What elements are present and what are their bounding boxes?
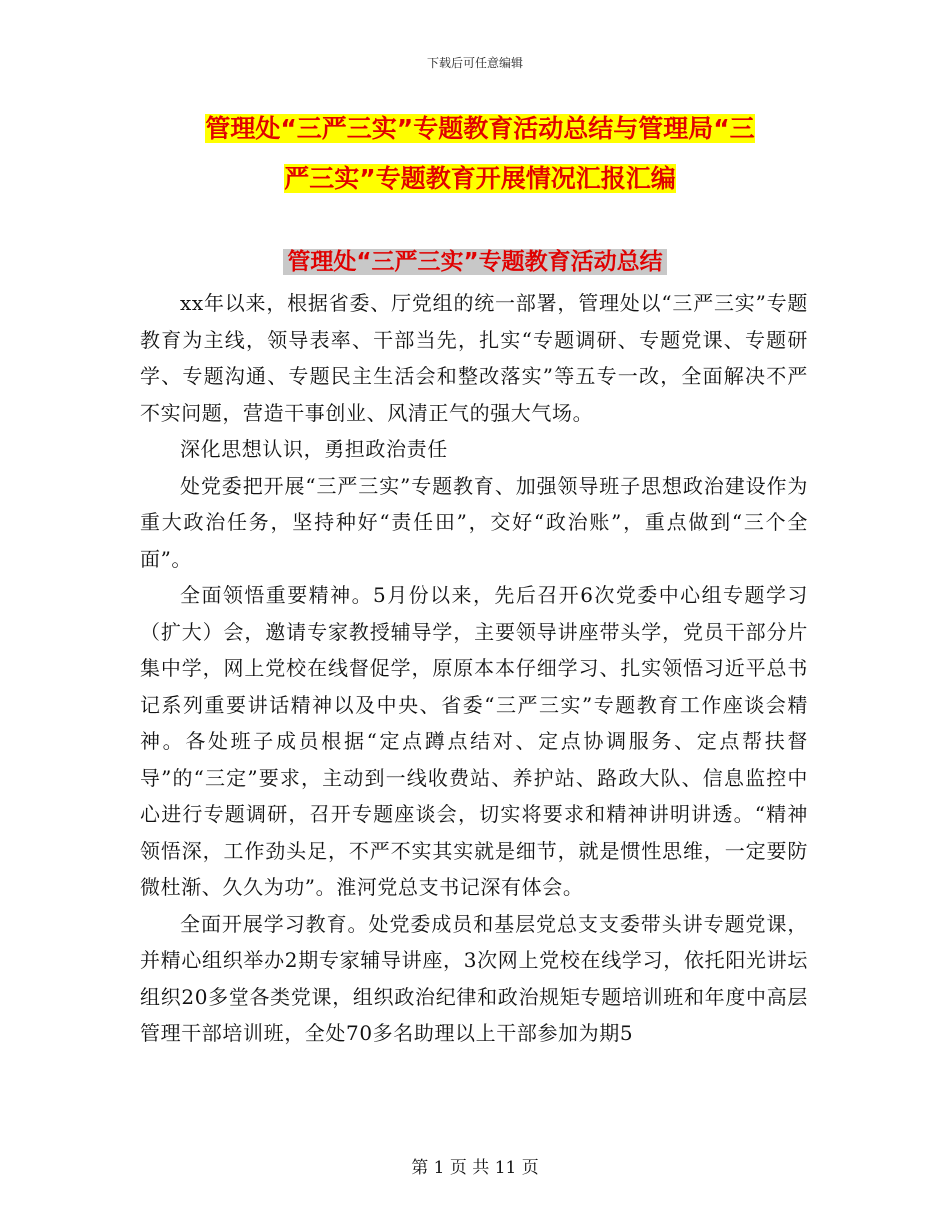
paragraph-subheading: 深化思想认识，勇担政治责任 (180, 437, 448, 461)
title-line-1: 管理处“三严三实”专题教育活动总结与管理局“三 (205, 114, 755, 143)
paragraph: 全面开展学习教育。处党委成员和基层党总支支委带头讲专题党课，并精心组织举办2期专家辅导讲座，3次网上党校在线学习，依托阳光讲坛组织20多堂各类党课，组织政治纪律和政治规矩专题培训班和年度中高层管理干部培训班，全处70多名助理以上干部参加为期5 (140, 911, 808, 1045)
document-title (140, 104, 820, 204)
page-footer: 第 1 页 共 11 页 (411, 1158, 539, 1178)
paragraph: 全面领悟重要精神。5月份以来，先后召开6次党委中心组专题学习（扩大）会，邀请专家教授辅导学，主要领导讲座带头学，党员干部分片集中学，网上党校在线督促学，原原本本仔细学习、扎实领悟习近平总书记系列重要讲话精神以及中央、省委“三严三实”专题教育工作座谈会精神。各处班子成员根据“定点蹲点结对、定点协调服务、定点帮扶督导”的“三定”要求，主动到一线收费站、养护站、路政大队、信息监控中心进行专题调研，召开专题座谈会，切实将要求和精神讲明讲透。“精神领悟深，工作劲头足，不严不实其实就是细节，就是惯性思维，一定要防微杜渐、久久为功”。淮河党总支书记深有体会。 (140, 583, 808, 899)
paragraph: xx年以来，根据省委、厅党组的统一部署，管理处以“三严三实”专题教育为主线，领导表率、干部当先，扎实“专题调研、专题党课、专题研学、专题沟通、专题民主生活会和整改落实”等五专一改，全面解决不严不实问题，营造干事创业、风清正气的强大气场。 (140, 291, 808, 425)
section-title-text: 管理处“三严三实”专题教育活动总结 (283, 249, 666, 275)
header-note: 下载后可任意编辑 (426, 56, 523, 70)
paragraph: 处党委把开展“三严三实”专题教育、加强领导班子思想政治建设作为重大政治任务，坚持种好“责任田”，交好“政治账”，重点做到“三个全面”。 (140, 473, 808, 571)
section-title (0, 244, 950, 280)
title-line-2: 严三实”专题教育开展情况汇报汇编 (284, 164, 676, 193)
document-body (140, 285, 808, 1052)
